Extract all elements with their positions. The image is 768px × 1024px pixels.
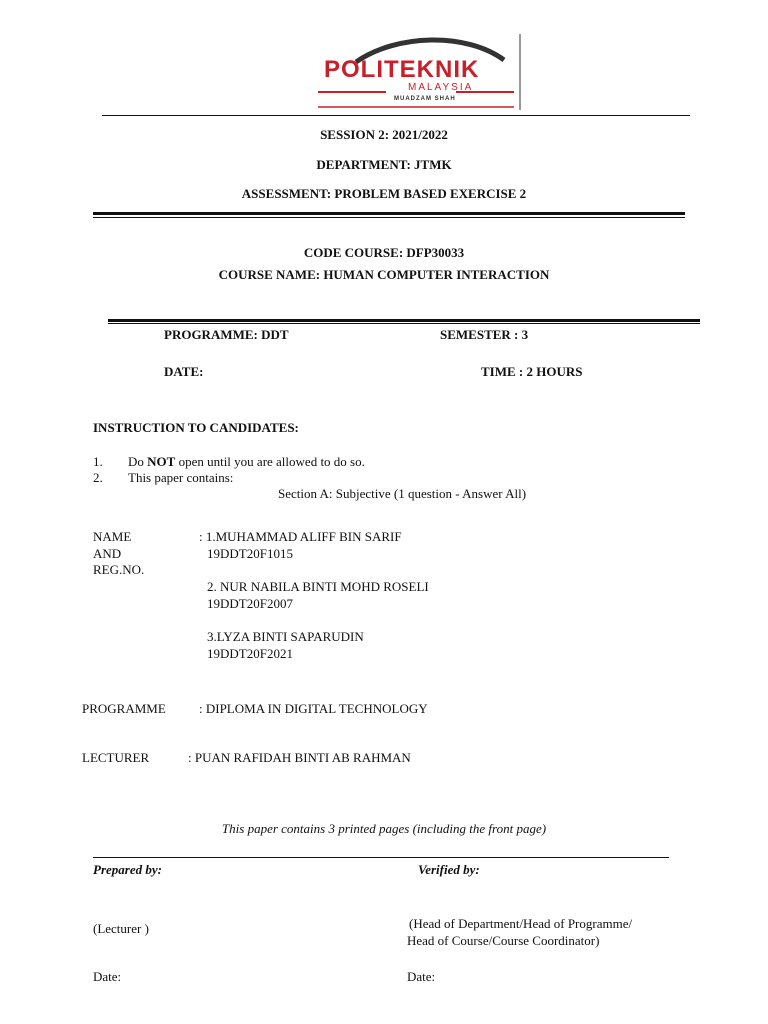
name-label-1: NAME xyxy=(93,529,132,544)
prepared-by-label: Prepared by: xyxy=(93,862,162,877)
politeknik-logo xyxy=(316,32,521,110)
student-2-reg: 19DDT20F2007 xyxy=(207,596,293,611)
lecturer-role: (Lecturer ) xyxy=(93,921,149,936)
verified-by-label: Verified by: xyxy=(418,862,480,877)
instruction-1 xyxy=(128,454,365,470)
instruction-1-num: 1. xyxy=(93,454,103,469)
instruction-1-pre: Do xyxy=(128,454,148,469)
meta-rule-bottom xyxy=(108,323,700,324)
name-label-3: REG.NO. xyxy=(93,562,145,577)
date-field: DATE: xyxy=(164,364,204,379)
student-3-name: 3.LYZA BINTI SAPARUDIN xyxy=(207,629,364,644)
department-line: DEPARTMENT: JTMK xyxy=(316,157,452,172)
logo-brand: POLITEKNIK xyxy=(324,56,480,83)
lecturer-value: : PUAN RAFIDAH BINTI AB RAHMAN xyxy=(188,750,411,765)
student-1-reg: 19DDT20F1015 xyxy=(207,546,293,561)
lecturer-label: LECTURER xyxy=(82,750,150,765)
student-2-name: 2. NUR NABILA BINTI MOHD ROSELI xyxy=(207,579,429,594)
programme-value: : DIPLOMA IN DIGITAL TECHNOLOGY xyxy=(199,701,428,716)
section-a-note: Section A: Subjective (1 question - Answer All) xyxy=(278,486,527,501)
header-rule xyxy=(102,115,690,116)
programme-code: PROGRAMME: DDT xyxy=(164,327,289,342)
student-1-name: : 1.MUHAMMAD ALIFF BIN SARIF xyxy=(199,529,402,544)
instruction-2-num: 2. xyxy=(93,470,103,485)
student-3-reg: 19DDT20F2021 xyxy=(207,646,293,661)
date-left: Date: xyxy=(93,969,122,984)
logo-campus: MUADZAM SHAH xyxy=(394,96,456,102)
semester: SEMESTER : 3 xyxy=(440,327,529,342)
date-right: Date: xyxy=(407,969,436,984)
session-line: SESSION 2: 2021/2022 xyxy=(320,127,448,142)
instruction-1-bold: NOT xyxy=(147,454,176,469)
instruction-2: This paper contains: xyxy=(128,470,234,485)
instruction-1-post: open until you are allowed to do so. xyxy=(175,454,365,469)
logo-country: MALAYSIA xyxy=(408,82,474,93)
head-role-line-2: Head of Course/Course Coordinator) xyxy=(407,933,600,948)
course-name: COURSE NAME: HUMAN COMPUTER INTERACTION xyxy=(218,267,550,282)
programme-label: PROGRAMME xyxy=(82,701,166,716)
course-code: CODE COURSE: DFP30033 xyxy=(303,245,465,260)
assessment-line: ASSESSMENT: PROBLEM BASED EXERCISE 2 xyxy=(241,186,527,201)
double-rule-top xyxy=(93,212,685,215)
double-rule-bottom xyxy=(93,217,685,218)
head-role-line-1: (Head of Department/Head of Programme/ xyxy=(409,916,633,931)
instructions-heading: INSTRUCTION TO CANDIDATES: xyxy=(93,420,299,435)
name-label-2: AND xyxy=(93,546,122,561)
meta-rule-top xyxy=(108,319,700,322)
footer-rule xyxy=(93,857,669,858)
time-field: TIME : 2 HOURS xyxy=(481,364,583,379)
pages-note: This paper contains 3 printed pages (including the front page) xyxy=(221,821,547,836)
